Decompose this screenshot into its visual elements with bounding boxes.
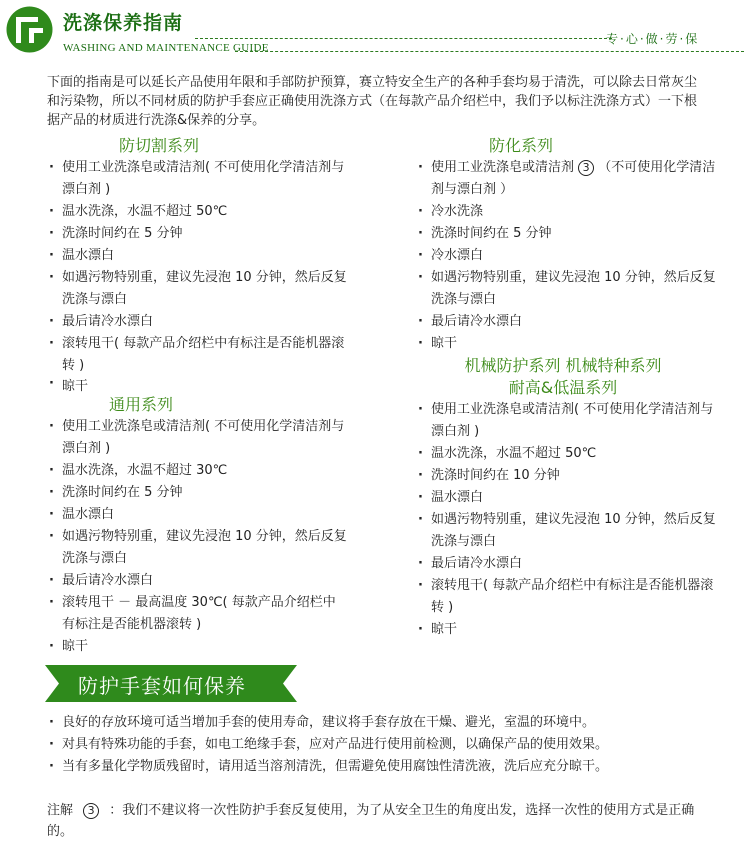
care-banner-title: 防护手套如何保养 [78, 674, 246, 698]
list-item: · 滚转甩干 － 最高温度 30℃( 每款产品介绍栏中有标注是否能机器滚转 ) [47, 592, 347, 636]
list-item: · 最后请冷水漂白 [47, 311, 347, 333]
page-title: 洗涤保养指南 [63, 12, 184, 34]
cut-series-title: 防切割系列 [119, 136, 200, 155]
footnote-marker-3: 3 [83, 803, 99, 819]
general-series-list [47, 416, 347, 658]
list-item: · 洗涤时间约在 5 分钟 [47, 223, 347, 245]
care-list [47, 712, 727, 778]
care-banner [45, 665, 305, 702]
mech-series-title: 机械防护系列 机械特种系列 [464, 356, 662, 375]
list-item: · 冷水漂白 [416, 245, 716, 267]
list-item: · 温水洗涤，水温不超过 50℃ [416, 443, 716, 465]
footnote [47, 800, 717, 842]
list-item: · 最后请冷水漂白 [416, 553, 716, 575]
list-item: · 滚转甩干( 每款产品介绍栏中有标注是否能机器滚转 ) [416, 575, 716, 619]
list-item: · 洗涤时间约在 5 分钟 [416, 223, 716, 245]
header-divider-lower [235, 51, 744, 52]
list-item: · 冷水洗涤 [416, 201, 716, 223]
list-item: · 温水漂白 [416, 487, 716, 509]
list-item: · 如遇污物特别重，建议先浸泡 10 分钟，然后反复洗涤与漂白 [416, 267, 716, 311]
chem-series-list [416, 157, 716, 355]
mech-series-list [416, 399, 716, 641]
right-column [416, 135, 716, 641]
list-item: · 温水洗涤，水温不超过 50℃ [47, 201, 347, 223]
list-item: · 对具有特殊功能的手套，如电工绝缘手套，应对产品进行使用前检测，以确保产品的使用效果。 [47, 734, 727, 756]
list-item: · 最后请冷水漂白 [416, 311, 716, 333]
list-item: · 如遇污物特别重，建议先浸泡 10 分钟，然后反复洗涤与漂白 [416, 509, 716, 553]
list-item [416, 157, 716, 201]
chem-series-title: 防化系列 [489, 136, 554, 155]
list-item: · 温水漂白 [47, 504, 347, 526]
list-item: · 使用工业洗涤皂或清洁剂( 不可使用化学清洁剂与漂白剂 ) [416, 399, 716, 443]
general-series-title: 通用系列 [109, 395, 174, 414]
footnote-marker-3: 3 [578, 160, 594, 176]
list-item: · 晾干 [47, 377, 347, 394]
list-item: · 滚转甩干( 每款产品介绍栏中有标注是否能机器滚转 ) [47, 333, 347, 377]
list-item: · 如遇污物特别重，建议先浸泡 10 分钟，然后反复洗涤与漂白 [47, 526, 347, 570]
list-item: · 最后请冷水漂白 [47, 570, 347, 592]
list-item: · 如遇污物特别重，建议先浸泡 10 分钟，然后反复洗涤与漂白 [47, 267, 347, 311]
left-column [47, 135, 347, 658]
header-divider [195, 38, 612, 39]
temp-series-title: 耐高&低温系列 [508, 378, 618, 397]
list-item: · 晾干 [416, 619, 716, 641]
list-item: · 洗涤时间约在 10 分钟 [416, 465, 716, 487]
list-item-text: 使用工业洗涤皂或清洁剂 [431, 160, 575, 175]
footnote-label: 注解 [47, 803, 74, 818]
list-item: · 温水漂白 [47, 245, 347, 267]
footnote-text: ：我们不建议将一次性防护手套反复使用，为了从安全卫生的角度出发，选择一次性的使用方式是正确的。 [47, 803, 695, 839]
list-item: · 使用工业洗涤皂或清洁剂( 不可使用化学清洁剂与漂白剂 ) [47, 157, 347, 201]
list-item: · 洗涤时间约在 5 分钟 [47, 482, 347, 504]
header-motto: 专·心·做·劳·保 [606, 32, 700, 46]
cut-series-list [47, 157, 347, 394]
list-item: · 良好的存放环境可适当增加手套的使用寿命，建议将手套存放在干燥、避光，室温的环境中。 [47, 712, 727, 734]
page-subtitle: WASHING AND MAINTENANCE GUIDE [63, 42, 269, 54]
list-item: · 晾干 [416, 333, 716, 355]
intro-paragraph: 下面的指南是可以延长产品使用年限和手部防护预算，赛立特安全生产的各种手套均易于清洗，可以除去日常灰尘和污染物，所以不同材质的防护手套应正确使用洗涤方式（在每款产品介绍栏中，我们予以标注洗涤方式）一下根据产品的材质进行洗涤&保养的分享。 [47, 75, 698, 128]
list-item: · 当有多量化学物质残留时，请用适当溶剂清洗，但需避免使用腐蚀性清洗液，洗后应充分晾干。 [47, 756, 727, 778]
list-item-text: （不可使用化学清洁剂与漂白剂 ） [431, 160, 716, 197]
list-item: · 晾干 [47, 636, 347, 658]
list-item: · 温水洗涤，水温不超过 30℃ [47, 460, 347, 482]
brand-logo [6, 6, 53, 53]
list-item: · 使用工业洗涤皂或清洁剂( 不可使用化学清洁剂与漂白剂 ) [47, 416, 347, 460]
